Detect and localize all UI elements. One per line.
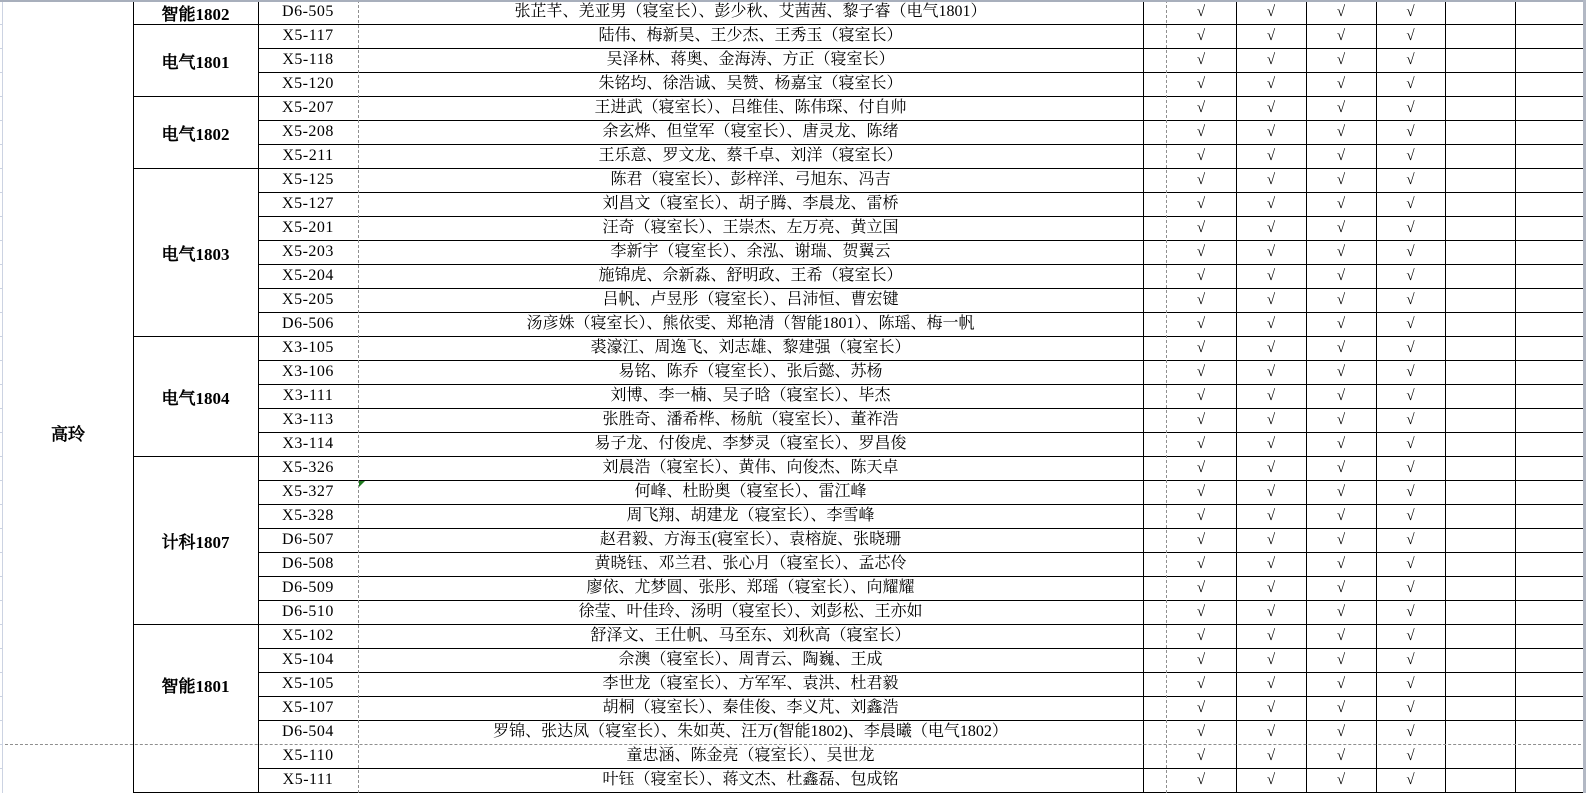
names-cell[interactable]: 刘昌文（寝室长）、胡子腾、李晨龙、雷桥 [602, 195, 899, 212]
room-cell[interactable]: X5-201 [282, 219, 334, 236]
check-cell[interactable]: √ [1266, 196, 1276, 212]
check-cell[interactable]: √ [1196, 604, 1206, 620]
check-cell[interactable]: √ [1336, 364, 1346, 380]
check-cell[interactable]: √ [1336, 196, 1346, 212]
gridline-stub [0, 336, 3, 337]
names-cell[interactable]: 张胜奇、潘希桦、杨航（寝室长）、董祚浩 [602, 411, 899, 428]
check-cell[interactable]: √ [1266, 556, 1276, 572]
check-cell[interactable]: √ [1196, 508, 1206, 524]
column-border-line [1445, 0, 1446, 793]
names-cell[interactable]: 李世龙（寝室长）、方军军、袁洪、杜君毅 [602, 675, 899, 692]
names-cell[interactable]: 赵君毅、方海玉(寝室长）、袁榕旋、张晓珊 [599, 531, 902, 548]
room-cell[interactable]: X5-118 [282, 51, 334, 68]
row-border-line [258, 600, 1586, 601]
check-cell[interactable]: √ [1336, 28, 1346, 44]
names-cell[interactable]: 徐莹、叶佳玲、汤明（寝室长）、刘彭松、王亦如 [578, 603, 923, 620]
check-cell[interactable]: √ [1266, 412, 1276, 428]
gridline-stub [0, 744, 3, 745]
check-cell[interactable]: √ [1336, 388, 1346, 404]
row-border-line [258, 312, 1586, 313]
check-cell[interactable]: √ [1196, 484, 1206, 500]
row-border-line [258, 552, 1586, 553]
page-break-line-vertical [358, 0, 359, 793]
check-cell[interactable]: √ [1266, 388, 1276, 404]
names-cell[interactable]: 舒泽文、王仕帆、马至东、刘秋高（寝室长） [590, 627, 911, 644]
row-border-line [258, 696, 1586, 697]
column-border-line [133, 0, 134, 793]
names-cell[interactable]: 陈君（寝室长）、彭梓洋、弓旭东、冯吉 [610, 171, 891, 188]
gridline-stub [0, 504, 3, 505]
class-cell[interactable]: 电气1804 [161, 388, 230, 408]
check-cell[interactable]: √ [1336, 628, 1346, 644]
room-cell[interactable]: X5-127 [282, 195, 334, 212]
column-border-line [1143, 0, 1144, 793]
check-cell[interactable]: √ [1336, 484, 1346, 500]
gridline-stub [0, 768, 3, 769]
check-cell[interactable]: √ [1336, 4, 1346, 20]
check-cell[interactable]: √ [1196, 268, 1206, 284]
check-cell[interactable]: √ [1406, 772, 1415, 788]
room-cell[interactable]: X5-117 [282, 27, 334, 44]
room-cell[interactable]: D6-509 [282, 579, 334, 596]
check-cell[interactable]: √ [1266, 364, 1276, 380]
row-border-line [258, 504, 1586, 505]
check-cell[interactable]: √ [1336, 244, 1346, 260]
check-cell[interactable]: √ [1266, 700, 1276, 716]
check-cell[interactable]: √ [1266, 484, 1276, 500]
gridline-stub [0, 384, 3, 385]
check-cell[interactable]: √ [1406, 676, 1415, 692]
check-cell[interactable]: √ [1336, 172, 1346, 188]
names-cell[interactable]: 胡桐（寝室长）、秦佳俊、李义芃、刘鑫浩 [602, 699, 899, 716]
row-border-line [258, 720, 1586, 721]
check-cell[interactable]: √ [1336, 748, 1346, 764]
names-cell[interactable]: 罗锦、张达凤（寝室长）、朱如英、汪万(智能1802)、李晨曦（电气1802） [493, 723, 1008, 740]
check-cell[interactable]: √ [1266, 532, 1276, 548]
check-cell[interactable]: √ [1196, 388, 1206, 404]
check-cell[interactable]: √ [1336, 292, 1346, 308]
check-cell[interactable]: √ [1196, 172, 1206, 188]
room-cell[interactable]: X5-102 [282, 627, 334, 644]
gridline-stub [0, 24, 3, 25]
check-cell[interactable]: √ [1336, 700, 1346, 716]
room-cell[interactable]: D6-510 [282, 603, 334, 620]
gridline-stub [0, 600, 3, 601]
window-top-edge [0, 0, 1586, 2]
row-border-line [258, 264, 1586, 265]
gridline-stub [0, 312, 3, 313]
check-cell[interactable]: √ [1196, 28, 1206, 44]
check-cell[interactable]: √ [1266, 580, 1276, 596]
gridline-stub [0, 72, 3, 73]
check-cell[interactable]: √ [1406, 580, 1415, 596]
room-cell[interactable]: X5-104 [282, 651, 334, 668]
room-cell[interactable]: X3-111 [282, 387, 334, 404]
check-cell[interactable]: √ [1266, 292, 1276, 308]
class-cell[interactable]: 智能1801 [161, 676, 230, 696]
check-cell[interactable]: √ [1336, 580, 1346, 596]
row-border-line [258, 456, 1586, 457]
check-cell[interactable]: √ [1196, 244, 1206, 260]
room-cell[interactable]: D6-504 [282, 723, 334, 740]
check-cell[interactable]: √ [1336, 676, 1346, 692]
check-cell[interactable]: √ [1406, 436, 1415, 452]
check-cell[interactable]: √ [1336, 316, 1346, 332]
check-cell[interactable]: √ [1406, 412, 1415, 428]
check-cell[interactable]: √ [1336, 604, 1346, 620]
comment-corner-marker [359, 481, 365, 487]
room-cell[interactable]: X3-105 [282, 339, 334, 356]
check-cell[interactable]: √ [1196, 748, 1206, 764]
room-cell[interactable]: X5-111 [282, 771, 334, 788]
gridline-stub [0, 624, 3, 625]
check-cell[interactable]: √ [1336, 52, 1346, 68]
check-cell[interactable]: √ [1406, 172, 1415, 188]
gridline-stub [0, 672, 3, 673]
check-cell[interactable]: √ [1336, 268, 1346, 284]
names-cell[interactable]: 朱铭均、徐浩诚、吴赞、杨嘉宝（寝室长） [598, 75, 903, 92]
names-cell[interactable]: 廖依、尤梦圆、张彤、郑瑶（寝室长）、向耀耀 [586, 579, 915, 596]
check-cell[interactable]: √ [1266, 436, 1276, 452]
check-cell[interactable]: √ [1266, 652, 1276, 668]
gridline-stub [0, 120, 3, 121]
teacher-cell[interactable]: 高玲 [51, 424, 85, 444]
check-cell[interactable]: √ [1406, 100, 1415, 116]
row-border-line [258, 72, 1586, 73]
names-cell[interactable]: 裘濠江、周逸飞、刘志雄、黎建强（寝室长） [590, 339, 911, 356]
check-cell[interactable]: √ [1406, 196, 1415, 212]
row-border-line [258, 648, 1586, 649]
check-cell[interactable]: √ [1266, 244, 1276, 260]
room-cell[interactable]: X5-328 [282, 507, 334, 524]
names-cell[interactable]: 童忠涵、陈金亮（寝室长）、吴世龙 [626, 747, 875, 764]
row-border-line [258, 240, 1586, 241]
row-border-line [258, 360, 1586, 361]
check-cell[interactable]: √ [1406, 28, 1415, 44]
check-cell[interactable]: √ [1336, 76, 1346, 92]
class-group-border-line [133, 24, 258, 25]
check-cell[interactable]: √ [1196, 76, 1206, 92]
gridline-vertical [2, 0, 3, 793]
check-cell[interactable]: √ [1196, 724, 1206, 740]
room-cell[interactable]: X5-203 [282, 243, 334, 260]
room-cell[interactable]: X3-113 [282, 411, 334, 428]
names-cell[interactable]: 汤彦姝（寝室长）、熊依雯、郑艳清（智能1801）、陈瑶、梅一帆 [526, 315, 975, 332]
row-border-line [258, 24, 1586, 25]
check-cell[interactable]: √ [1336, 652, 1346, 668]
room-cell[interactable]: X5-120 [282, 75, 334, 92]
names-cell[interactable]: 周飞翔、胡建龙（寝室长）、李雪峰 [626, 507, 875, 524]
check-cell[interactable]: √ [1406, 244, 1415, 260]
check-cell[interactable]: √ [1336, 100, 1346, 116]
names-cell[interactable]: 黄晓钰、邓兰君、张心月（寝室长）、孟芯伶 [594, 555, 907, 572]
check-cell[interactable]: √ [1266, 724, 1276, 740]
row-border-line [258, 336, 1586, 337]
room-cell[interactable]: X3-106 [282, 363, 334, 380]
check-cell[interactable]: √ [1266, 604, 1276, 620]
check-cell[interactable]: √ [1196, 652, 1206, 668]
row-border-line [258, 384, 1586, 385]
check-cell[interactable]: √ [1266, 172, 1276, 188]
check-cell[interactable]: √ [1196, 292, 1206, 308]
room-cell[interactable]: X5-107 [282, 699, 334, 716]
room-cell[interactable]: X5-204 [282, 267, 334, 284]
check-cell[interactable]: √ [1196, 580, 1206, 596]
room-cell[interactable]: X5-211 [282, 147, 334, 164]
gridline-stub [0, 432, 3, 433]
check-cell[interactable]: √ [1266, 124, 1276, 140]
gridline-stub [0, 168, 3, 169]
check-cell[interactable]: √ [1406, 316, 1415, 332]
room-cell[interactable]: X5-105 [282, 675, 334, 692]
row-border-line [258, 576, 1586, 577]
check-cell[interactable]: √ [1406, 148, 1415, 164]
check-cell[interactable]: √ [1406, 4, 1415, 20]
check-cell[interactable]: √ [1196, 676, 1206, 692]
gridline-stub [0, 648, 3, 649]
check-cell[interactable]: √ [1196, 364, 1206, 380]
page-break-line-horizontal [0, 744, 1586, 745]
check-cell[interactable]: √ [1406, 388, 1415, 404]
row-border-line [258, 288, 1586, 289]
check-cell[interactable]: √ [1406, 628, 1415, 644]
check-cell[interactable]: √ [1196, 556, 1206, 572]
names-cell[interactable]: 陆伟、梅新昊、王少杰、王秀玉（寝室长） [598, 27, 903, 44]
check-cell[interactable]: √ [1266, 100, 1276, 116]
check-cell[interactable]: √ [1266, 4, 1276, 20]
check-cell[interactable]: √ [1266, 316, 1276, 332]
check-cell[interactable]: √ [1266, 220, 1276, 236]
check-cell[interactable]: √ [1336, 124, 1346, 140]
row-border-line [258, 528, 1586, 529]
gridline-stub [0, 720, 3, 721]
names-cell[interactable]: 吴泽林、蒋奥、金海涛、方正（寝室长） [606, 51, 895, 68]
names-cell[interactable]: 吕帆、卢昱彤（寝室长）、吕沛恒、曹宏键 [602, 291, 899, 308]
check-cell[interactable]: √ [1336, 412, 1346, 428]
row-border-line [258, 96, 1586, 97]
check-cell[interactable]: √ [1196, 124, 1206, 140]
check-cell[interactable]: √ [1266, 268, 1276, 284]
check-cell[interactable]: √ [1196, 52, 1206, 68]
check-cell[interactable]: √ [1406, 724, 1415, 740]
names-cell[interactable]: 汪奇（寝室长）、王崇杰、左万亮、黄立国 [602, 219, 899, 236]
check-cell[interactable]: √ [1406, 292, 1415, 308]
room-cell[interactable]: D6-508 [282, 555, 334, 572]
names-cell[interactable]: 王进武（寝室长）、吕维佳、陈伟琛、付自帅 [594, 99, 907, 116]
check-cell[interactable]: √ [1406, 700, 1415, 716]
names-cell[interactable]: 李新宇（寝室长）、余泓、谢瑞、贺翼云 [610, 243, 891, 260]
gridline-stub [0, 528, 3, 529]
names-cell[interactable]: 刘晨浩（寝室长）、黄伟、向俊杰、陈天卓 [602, 459, 899, 476]
column-border-line [1376, 0, 1377, 793]
room-cell[interactable]: X5-327 [282, 483, 334, 500]
gridline-stub [0, 480, 3, 481]
check-cell[interactable]: √ [1406, 484, 1415, 500]
names-cell[interactable]: 易子龙、付俊虎、李梦灵（寝室长）、罗昌俊 [594, 435, 907, 452]
room-cell[interactable]: X5-205 [282, 291, 334, 308]
row-border-line [258, 768, 1586, 769]
class-cell[interactable]: 电气1802 [161, 124, 230, 144]
row-border-line [258, 192, 1586, 193]
check-cell[interactable]: √ [1196, 100, 1206, 116]
class-group-border-line [133, 624, 258, 625]
room-cell[interactable]: X5-208 [282, 123, 334, 140]
column-border-line [258, 0, 259, 793]
check-cell[interactable]: √ [1266, 148, 1276, 164]
names-cell[interactable]: 叶钰（寝室长）、蒋文杰、杜鑫磊、包成铭 [602, 771, 899, 788]
check-cell[interactable]: √ [1196, 196, 1206, 212]
check-cell[interactable]: √ [1196, 148, 1206, 164]
gridline-stub [0, 576, 3, 577]
class-cell[interactable]: 电气1803 [161, 244, 230, 264]
row-border-line [258, 48, 1586, 49]
check-cell[interactable]: √ [1196, 460, 1206, 476]
gridline-stub [0, 360, 3, 361]
names-cell[interactable]: 余玄烨、但堂军（寝室长）、唐灵龙、陈绪 [602, 123, 899, 140]
check-cell[interactable]: √ [1406, 652, 1415, 668]
class-cell[interactable]: 智能1802 [161, 4, 230, 24]
room-cell[interactable]: X5-110 [282, 747, 334, 764]
names-cell[interactable]: 何峰、杜盼奥（寝室长）、雷江峰 [634, 483, 867, 500]
check-cell[interactable]: √ [1336, 772, 1346, 788]
check-cell[interactable]: √ [1196, 700, 1206, 716]
check-cell[interactable]: √ [1336, 724, 1346, 740]
check-cell[interactable]: √ [1406, 124, 1415, 140]
check-cell[interactable]: √ [1336, 556, 1346, 572]
names-cell[interactable]: 施锦虎、佘新淼、舒明政、王希（寝室长） [598, 267, 903, 284]
names-cell[interactable]: 张芷芊、羌亚男（寝室长）、彭少秋、艾茜茜、黎子睿（电气1801） [514, 3, 987, 20]
check-cell[interactable]: √ [1336, 532, 1346, 548]
room-cell[interactable]: D6-507 [282, 531, 334, 548]
check-cell[interactable]: √ [1266, 676, 1276, 692]
check-cell[interactable]: √ [1266, 340, 1276, 356]
gridline-stub [0, 264, 3, 265]
gridline-stub [0, 144, 3, 145]
check-cell[interactable]: √ [1336, 340, 1346, 356]
check-cell[interactable]: √ [1406, 532, 1415, 548]
check-cell[interactable]: √ [1336, 436, 1346, 452]
check-cell[interactable]: √ [1406, 748, 1415, 764]
gridline-stub [0, 192, 3, 193]
column-border-line [1515, 0, 1516, 793]
check-cell[interactable]: √ [1266, 52, 1276, 68]
row-border-line [258, 480, 1586, 481]
check-cell[interactable]: √ [1336, 508, 1346, 524]
page-break-line-vertical [1166, 0, 1167, 793]
check-cell[interactable]: √ [1266, 28, 1276, 44]
row-border-line [258, 120, 1586, 121]
check-cell[interactable]: √ [1336, 220, 1346, 236]
row-border-line [258, 624, 1586, 625]
names-cell[interactable]: 易铭、陈乔（寝室长）、张后懿、苏杨 [618, 363, 883, 380]
check-cell[interactable]: √ [1196, 628, 1206, 644]
row-border-line [258, 672, 1586, 673]
class-group-border-line [133, 336, 258, 337]
class-group-border-line [133, 96, 258, 97]
check-cell[interactable]: √ [1196, 436, 1206, 452]
room-cell[interactable]: X5-326 [282, 459, 334, 476]
gridline-stub [0, 696, 3, 697]
gridline-stub [0, 408, 3, 409]
class-group-border-line [133, 456, 258, 457]
row-border-line [258, 168, 1586, 169]
names-cell[interactable]: 佘澳（寝室长）、周青云、陶巍、王成 [618, 651, 883, 668]
gridline-stub [0, 552, 3, 553]
room-cell[interactable]: X5-207 [282, 99, 334, 116]
check-cell[interactable]: √ [1406, 460, 1415, 476]
check-cell[interactable]: √ [1406, 364, 1415, 380]
names-cell[interactable]: 刘博、李一楠、吴子晗（寝室长）、毕杰 [610, 387, 891, 404]
room-cell[interactable]: X3-114 [282, 435, 334, 452]
gridline-stub [0, 456, 3, 457]
row-border-line [258, 432, 1586, 433]
column-border-line [1236, 0, 1237, 793]
check-cell[interactable]: √ [1196, 772, 1206, 788]
check-cell[interactable]: √ [1406, 220, 1415, 236]
check-cell[interactable]: √ [1406, 604, 1415, 620]
column-border-line [1306, 0, 1307, 793]
class-group-border-line [133, 168, 258, 169]
check-cell[interactable]: √ [1406, 508, 1415, 524]
gridline-stub [0, 216, 3, 217]
check-cell[interactable]: √ [1196, 316, 1206, 332]
room-cell[interactable]: D6-505 [282, 3, 334, 20]
check-cell[interactable]: √ [1406, 52, 1415, 68]
class-cell[interactable]: 计科1807 [161, 532, 230, 552]
check-cell[interactable]: √ [1336, 460, 1346, 476]
check-cell[interactable]: √ [1196, 532, 1206, 548]
check-cell[interactable]: √ [1266, 772, 1276, 788]
room-cell[interactable]: X5-125 [282, 171, 334, 188]
gridline-stub [0, 48, 3, 49]
check-cell[interactable]: √ [1196, 4, 1206, 20]
check-cell[interactable]: √ [1336, 148, 1346, 164]
row-border-line [258, 408, 1586, 409]
names-cell[interactable]: 王乐意、罗文龙、蔡千卓、刘洋（寝室长） [598, 147, 903, 164]
row-border-line [258, 144, 1586, 145]
check-cell[interactable]: √ [1406, 268, 1415, 284]
check-cell[interactable]: √ [1406, 556, 1415, 572]
check-cell[interactable]: √ [1406, 340, 1415, 356]
room-cell[interactable]: D6-506 [282, 315, 334, 332]
check-cell[interactable]: √ [1196, 220, 1206, 236]
check-cell[interactable]: √ [1266, 76, 1276, 92]
gridline-stub [0, 240, 3, 241]
check-cell[interactable]: √ [1196, 412, 1206, 428]
check-cell[interactable]: √ [1196, 340, 1206, 356]
check-cell[interactable]: √ [1266, 628, 1276, 644]
class-cell[interactable]: 电气1801 [161, 52, 230, 72]
check-cell[interactable]: √ [1266, 508, 1276, 524]
row-border-line [258, 216, 1586, 217]
check-cell[interactable]: √ [1266, 460, 1276, 476]
gridline-stub [0, 96, 3, 97]
check-cell[interactable]: √ [1266, 748, 1276, 764]
check-cell[interactable]: √ [1406, 76, 1415, 92]
gridline-stub [0, 288, 3, 289]
